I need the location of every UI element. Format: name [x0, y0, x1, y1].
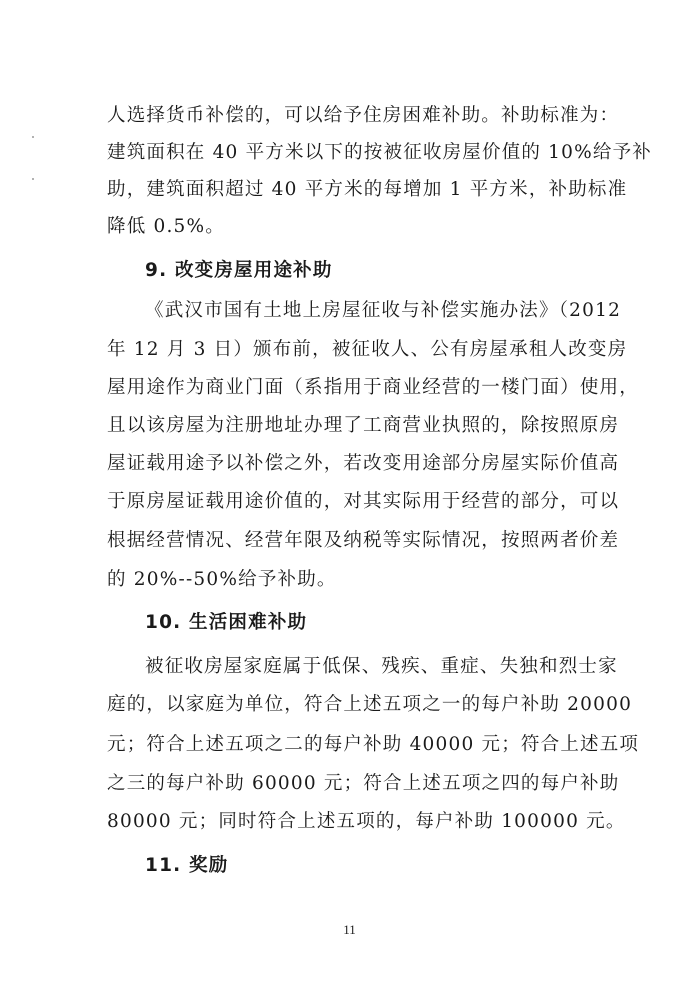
paragraph-line: 根据经营情况、经营年限及纳税等实际情况，按照两者价差 — [107, 530, 620, 551]
section-heading: 10. 生活困难补助 — [145, 612, 308, 633]
paragraph-line: 人选择货币补偿的，可以给予住房困难补助。补助标准为： — [107, 105, 620, 126]
paragraph-line: 被征收房屋家庭属于低保、残疾、重症、失独和烈士家 — [145, 656, 618, 677]
paragraph-line: 屋用途作为商业门面（系指用于商业经营的一楼门面）使用， — [107, 377, 639, 398]
margin-mark — [32, 178, 34, 180]
margin-mark — [32, 136, 34, 138]
page-number: 11 — [343, 922, 356, 937]
paragraph-line: 建筑面积在 40 平方米以下的按被征收房屋价值的 10%给予补 — [107, 142, 653, 163]
section-heading: 11. 奖励 — [145, 855, 229, 876]
paragraph-line: 降低 0.5%。 — [107, 216, 225, 237]
paragraph-line: 80000 元；同时符合上述五项的，每户补助 100000 元。 — [107, 811, 626, 832]
paragraph-line: 《武汉市国有土地上房屋征收与补偿实施办法》（2012 — [145, 300, 622, 321]
section-heading: 9. 改变房屋用途补助 — [145, 260, 333, 281]
paragraph-line: 助，建筑面积超过 40 平方米的每增加 1 平方米，补助标准 — [107, 179, 628, 200]
paragraph-line: 年 12 月 3 日）颁布前，被征收人、公有房屋承租人改变房 — [107, 339, 628, 360]
paragraph-line: 的 20%--50%给予补助。 — [107, 569, 337, 590]
paragraph-line: 之三的每户补助 60000 元；符合上述五项之四的每户补助 — [107, 773, 620, 794]
paragraph-line: 屋证载用途予以补偿之外，若改变用途部分房屋实际价值高 — [107, 453, 620, 474]
paragraph-line: 且以该房屋为注册地址办理了工商营业执照的，除按照原房 — [107, 415, 620, 436]
paragraph-line: 元；符合上述五项之二的每户补助 40000 元；符合上述五项 — [107, 734, 640, 755]
paragraph-line: 于原房屋证载用途价值的，对其实际用于经营的部分，可以 — [107, 491, 620, 512]
paragraph-line: 庭的，以家庭为单位，符合上述五项之一的每户补助 20000 — [107, 694, 633, 715]
